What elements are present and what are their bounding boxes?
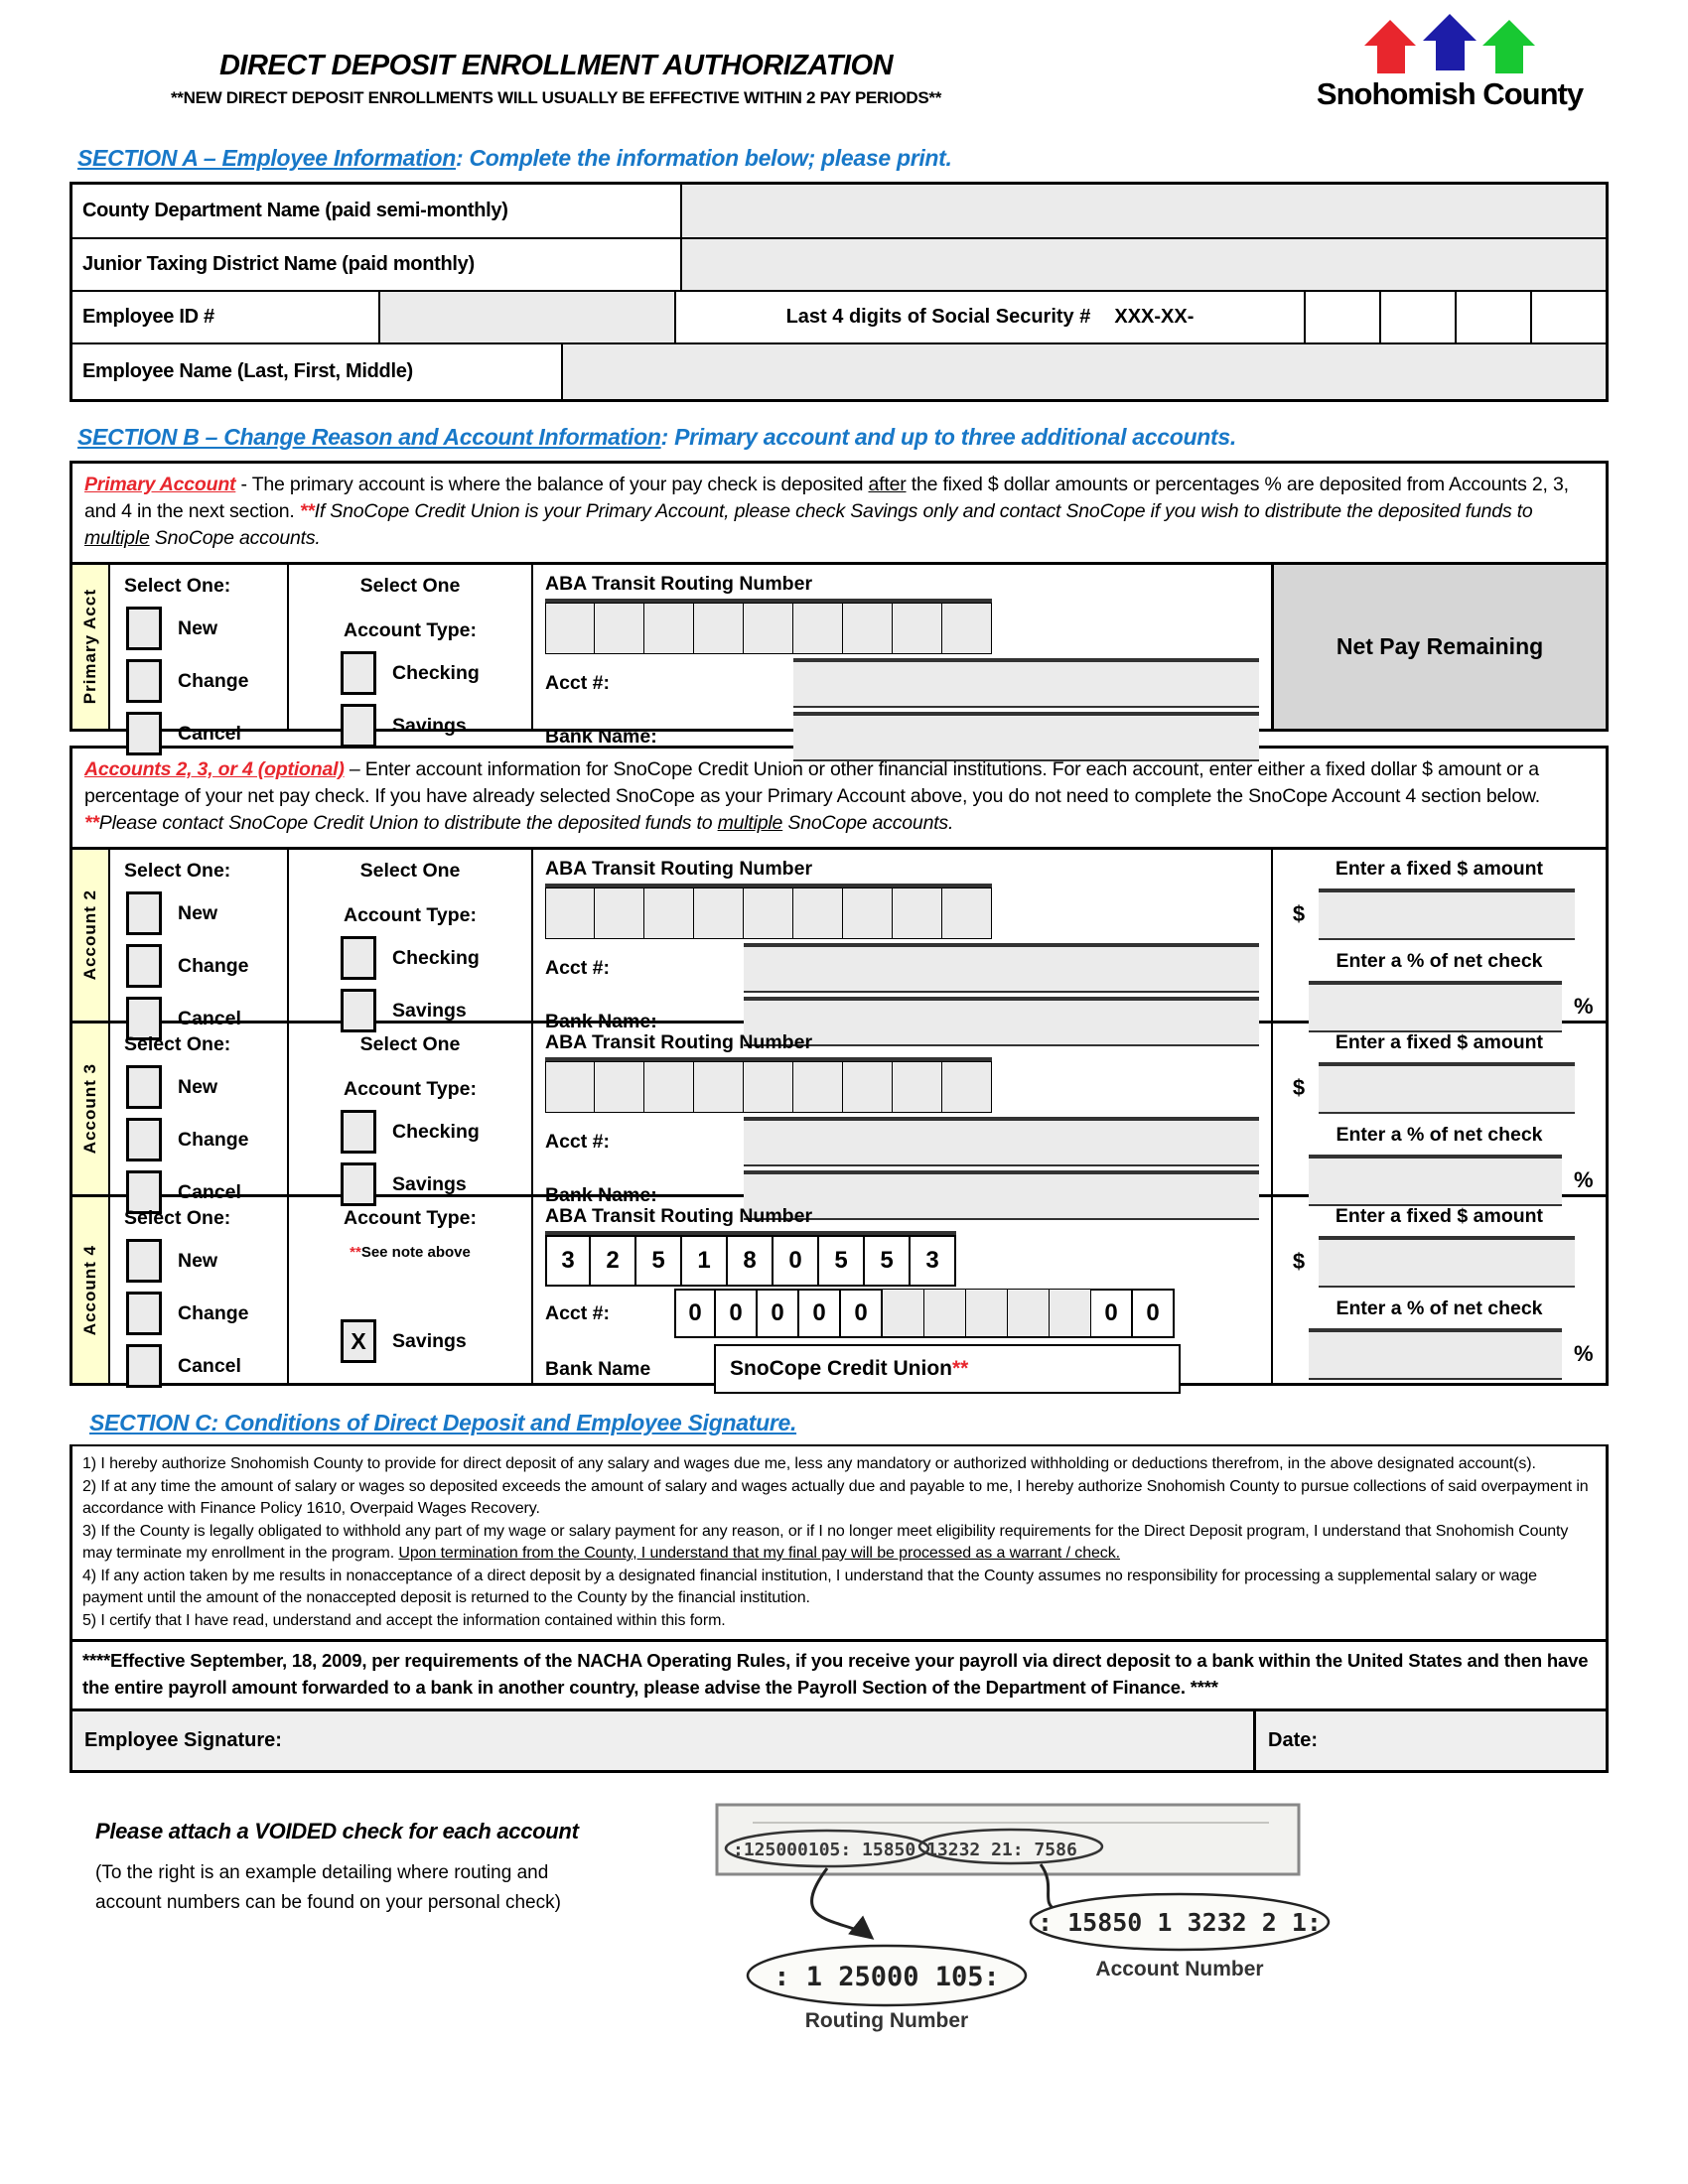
account-type-label: Account Type: [344, 1078, 477, 1100]
section-a-title: SECTION A – Employee Information [77, 145, 457, 171]
digit-box[interactable]: 3 [545, 1235, 591, 1287]
date-label: Date: [1268, 1729, 1319, 1751]
intro-text: the fixed $ dollar amounts or percentages % are deposited from Accounts 2, 3, and 4 in the next section. [84, 474, 1569, 522]
digit-box[interactable]: 8 [728, 1235, 774, 1287]
account-3-select-column [110, 1024, 289, 1203]
snocope-bank-name: SnoCope Credit Union [730, 1357, 952, 1380]
fixed-amount-label: Enter a fixed $ amount [1335, 1031, 1544, 1053]
routing-digit-box[interactable] [942, 603, 992, 654]
ssn-label: Last 4 digits of Social Security # [785, 306, 1091, 328]
account-2-routing-column [533, 850, 1273, 1032]
account-type-label: Account Type: [344, 1207, 477, 1229]
cancel-label: Cancel [178, 1180, 241, 1203]
county-dept-label: County Department Name (paid semi-monthly) [72, 185, 680, 237]
employee-id-input[interactable] [378, 292, 676, 342]
percent-sign: % [1574, 1167, 1594, 1192]
select-one-label: Select One: [124, 1207, 231, 1229]
primary-cancel-checkbox[interactable] [126, 712, 162, 755]
percent-label: Enter a % of net check [1336, 1124, 1543, 1146]
select-one-label: Select One [359, 860, 461, 882]
digit-box[interactable] [1008, 1289, 1050, 1338]
see-note-label: See note above [360, 1244, 471, 1261]
dollar-sign: $ [1292, 1075, 1306, 1100]
condition-2: 2) If at any time the amount of salary or wages so deposited exceeds the amount of salary and wages actually due and payable to me, I hereby authorize Snohomish County to pursue collections of said overpayment in accordance with Finance Policy 1610, Overpaid Wages Recovery. [82, 1478, 1589, 1517]
accounts-lead: Accounts 2, 3, or 4 (optional) [84, 758, 345, 780]
new-label: New [178, 616, 218, 639]
date-field[interactable] [1256, 1711, 1606, 1770]
routing-digit-box[interactable] [694, 1061, 744, 1113]
account-4-type-column [289, 1197, 533, 1383]
primary-routing-boxes [545, 599, 992, 654]
routing-digit-box[interactable] [694, 603, 744, 654]
digit-box[interactable]: 0 [1133, 1289, 1175, 1338]
intro-text: ** [299, 500, 315, 522]
signature-label: Employee Signature: [84, 1729, 282, 1751]
savings-label: Savings [392, 1172, 467, 1195]
digit-box[interactable] [924, 1289, 966, 1338]
account-4-row [72, 1194, 1606, 1383]
routing-digit-box[interactable] [893, 603, 942, 654]
routing-digit-box[interactable] [793, 1061, 843, 1113]
title-block [70, 14, 1043, 108]
checking-label: Checking [392, 946, 480, 969]
account-number-micr: : 15850 1 3232 2 1: [1038, 1908, 1322, 1937]
intro-text: SnoCope accounts. [149, 527, 321, 549]
digit-box[interactable]: 0 [758, 1289, 799, 1338]
employee-id-label: Employee ID # [72, 292, 378, 342]
bank-name-label: Bank Name [545, 1357, 651, 1380]
new-label: New [178, 1249, 218, 1272]
change-label: Change [178, 954, 249, 977]
digit-box[interactable]: 0 [1091, 1289, 1133, 1338]
digit-box[interactable]: 5 [636, 1235, 682, 1287]
account-2-change-checkbox[interactable] [126, 944, 162, 988]
digit-box[interactable] [883, 1289, 924, 1338]
primary-acct-strip [72, 565, 110, 729]
account-4-savings-checkbox[interactable]: X [341, 1319, 376, 1363]
savings-label: Savings [392, 1329, 467, 1352]
account-4-cancel-checkbox[interactable] [126, 1344, 162, 1388]
account-2-strip [72, 850, 110, 1021]
bank-name-stars: ** [952, 1357, 969, 1380]
attach-note-line1: (To the right is an example detailing where routing and [95, 1862, 549, 1883]
account-3-vertical-label: Account 3 [80, 1063, 99, 1155]
employee-name-label: Employee Name (Last, First, Middle) [72, 344, 561, 399]
bank-name-label: Bank Name: [545, 1010, 657, 1032]
routing-digit-box[interactable] [545, 887, 595, 939]
checking-label: Checking [392, 1120, 480, 1143]
account-4-change-checkbox[interactable] [126, 1292, 162, 1335]
account-3-row [72, 1021, 1606, 1206]
county-arrows-icon [1364, 14, 1535, 75]
intro-text: ** [84, 812, 99, 834]
net-pay-remaining-box [1273, 565, 1606, 729]
aba-label: ABA Transit Routing Number [545, 573, 813, 595]
page-subtitle: **NEW DIRECT DEPOSIT ENROLLMENTS WILL USUALLY BE EFFECTIVE WITHIN 2 PAY PERIODS** [170, 88, 942, 107]
account-2-amount-column [1273, 850, 1606, 1021]
county-logo [1281, 14, 1618, 112]
account-3-routing-column [533, 1024, 1273, 1206]
cancel-label: Cancel [178, 1354, 241, 1377]
digit-box[interactable]: 0 [774, 1235, 819, 1287]
condition-3-text: 3) If the County is legally obligated to withhold any part of my wage or salary payment for any reason, or if I no longer meet eligibility requirements for the Direct Deposit program, I understand that Snohomish County may terminate my enrollment in the program. [82, 1523, 1569, 1562]
routing-digit-box[interactable] [595, 1061, 644, 1113]
account-4-vertical-label: Account 4 [80, 1244, 99, 1336]
primary-account-box [70, 461, 1609, 748]
aba-label: ABA Transit Routing Number [545, 858, 813, 880]
routing-digit-box[interactable] [893, 1061, 942, 1113]
aba-label: ABA Transit Routing Number [545, 1031, 813, 1053]
savings-label: Savings [392, 999, 467, 1022]
routing-digit-box[interactable] [942, 1061, 992, 1113]
conditions-text [72, 1446, 1606, 1639]
primary-select-one-column [110, 565, 289, 745]
primary-account-lead: Primary Account [84, 474, 236, 495]
routing-digit-box[interactable] [744, 603, 793, 654]
routing-digit-box[interactable] [644, 887, 694, 939]
primary-acct-vertical-label: Primary Acct [80, 589, 99, 705]
employee-info-table [70, 182, 1609, 402]
acct-number-label: Acct #: [545, 1301, 611, 1324]
county-dept-input[interactable] [680, 185, 1606, 237]
table-row [72, 290, 1606, 342]
acct-number-label: Acct #: [545, 1130, 611, 1153]
conditions-box [70, 1444, 1609, 1773]
junior-district-input[interactable] [680, 239, 1606, 290]
routing-number-micr: : 1 25000 105: [774, 1962, 1000, 1992]
routing-digit-box[interactable] [744, 1061, 793, 1113]
routing-digit-box[interactable] [942, 887, 992, 939]
routing-digit-box[interactable] [644, 1061, 694, 1113]
primary-checking-checkbox[interactable] [341, 651, 376, 695]
intro-text: after [868, 474, 907, 495]
digit-box[interactable]: 0 [841, 1289, 883, 1338]
condition-3-underlined: Upon termination from the County, I understand that my final pay will be processed as a warrant / check. [398, 1545, 1120, 1562]
select-one-label: Select One: [124, 1033, 231, 1055]
account-2-fixed-amount-input[interactable] [1319, 888, 1575, 940]
select-one-label: Select One [359, 575, 461, 597]
voided-check-note [95, 1797, 651, 2038]
routing-digit-box[interactable] [843, 603, 893, 654]
footer [70, 1797, 1609, 2038]
digit-box[interactable]: 3 [911, 1235, 956, 1287]
additional-accounts-box [70, 746, 1609, 1386]
change-label: Change [178, 669, 249, 692]
account-2-new-checkbox[interactable] [126, 891, 162, 935]
account-3-new-checkbox[interactable] [126, 1065, 162, 1109]
primary-bank-name-input[interactable] [793, 712, 1259, 761]
percent-sign: % [1574, 994, 1594, 1019]
nacha-notice: ****Effective September, 18, 2009, per requirements of the NACHA Operating Rules, if you receive your payroll via direct deposit to a bank within the United States and then have the entire payroll amount forwarded to a bank in another country, please advise the Payroll Section of the Department of Finance. **** [72, 1639, 1606, 1708]
signature-row [72, 1708, 1606, 1770]
account-2-number-input[interactable] [744, 943, 1259, 993]
cancel-label: Cancel [178, 1007, 241, 1029]
ssn-digit-box[interactable] [1304, 292, 1379, 342]
intro-text: multiple [717, 812, 783, 834]
fixed-amount-label: Enter a fixed $ amount [1335, 1205, 1544, 1227]
dollar-sign: $ [1292, 901, 1306, 926]
account-3-routing-boxes [545, 1057, 992, 1113]
digit-box[interactable] [1050, 1289, 1091, 1338]
intro-text: - The primary account is where the balance of your pay check is deposited [235, 474, 869, 495]
account-4-bank-name-box [714, 1344, 1181, 1394]
account-2-select-column [110, 850, 289, 1029]
account-2-vertical-label: Account 2 [80, 889, 99, 981]
account-4-fixed-amount-input[interactable] [1319, 1236, 1575, 1288]
employee-name-input[interactable] [561, 344, 1606, 399]
digit-box[interactable]: 0 [799, 1289, 841, 1338]
account-type-label: Account Type: [344, 619, 477, 641]
account-3-amount-column [1273, 1024, 1606, 1194]
digit-box[interactable] [966, 1289, 1008, 1338]
digit-box[interactable]: 1 [682, 1235, 728, 1287]
intro-text: – Enter account information for SnoCope Credit Union or other financial institutions. For each account, enter either a fixed dollar $ amount or a percentage of your net pay check. If you have already selected SnoCope as your Primary Account above, you do not need to complete the SnoCope Account 4 section below. [84, 758, 1540, 807]
ssn-digit-box[interactable] [1379, 292, 1455, 342]
account-3-change-checkbox[interactable] [126, 1118, 162, 1161]
primary-routing-column [533, 565, 1273, 748]
routing-digit-box[interactable] [545, 1061, 595, 1113]
account-type-label: Account Type: [344, 904, 477, 926]
change-label: Change [178, 1128, 249, 1151]
table-row [72, 185, 1606, 237]
digit-box[interactable]: 0 [716, 1289, 758, 1338]
junior-district-label: Junior Taxing District Name (paid monthly) [72, 239, 680, 290]
routing-digit-box[interactable] [893, 887, 942, 939]
dollar-sign: $ [1292, 1249, 1306, 1274]
primary-acct-number-input[interactable] [793, 658, 1259, 708]
bank-name-label: Bank Name: [545, 1183, 657, 1206]
account-3-fixed-amount-input[interactable] [1319, 1062, 1575, 1114]
condition-1: 1) I hereby authorize Snohomish County to provide for direct deposit of any salary and wages due me, less any mandatory or authorized withholding or deductions therefrom, in the above designated account(s). [82, 1455, 1536, 1472]
account-4-routing-column [533, 1197, 1273, 1383]
routing-digit-box[interactable] [793, 603, 843, 654]
routing-digit-box[interactable] [694, 887, 744, 939]
county-logo-text: Snohomish County [1316, 76, 1584, 111]
account-4-select-column [110, 1197, 289, 1383]
intro-text: SnoCope accounts. [782, 812, 954, 834]
section-b-heading [77, 424, 1609, 451]
percent-label: Enter a % of net check [1336, 1297, 1543, 1319]
intro-text: multiple [84, 527, 150, 549]
change-label: Change [178, 1301, 249, 1324]
section-b-title: SECTION B – Change Reason and Account Information [77, 424, 661, 450]
account-4-percent-input[interactable] [1309, 1328, 1562, 1380]
account-2-row [72, 847, 1606, 1032]
routing-number-label: Routing Number [804, 2009, 969, 2032]
routing-digit-box[interactable] [595, 603, 644, 654]
account-2-routing-boxes [545, 884, 992, 939]
attach-note-line2: account numbers can be found on your personal check) [95, 1892, 561, 1913]
routing-digit-box[interactable] [793, 887, 843, 939]
table-row [72, 237, 1606, 290]
intro-text: If SnoCope Credit Union is your Primary Account, please check Savings only and contact SnoCope if you wish to distribute the deposited funds to [314, 500, 1533, 522]
account-3-strip [72, 1024, 110, 1194]
account-4-strip [72, 1197, 110, 1383]
account-4-amount-column [1273, 1197, 1606, 1383]
ssn-prefix: XXX-XX- [1114, 306, 1195, 328]
section-c-title: SECTION C: Conditions of Direct Deposit and Employee Signature. [89, 1410, 797, 1435]
new-label: New [178, 1075, 218, 1098]
section-a-heading [77, 145, 1609, 172]
routing-digit-box[interactable] [843, 1061, 893, 1113]
check-micr-line: :125000105: 15850 13232 21: 7586 [733, 1840, 1077, 1860]
ssn-label-cell [676, 292, 1304, 342]
select-one-label: Select One: [124, 575, 231, 597]
primary-savings-checkbox[interactable] [341, 704, 376, 748]
routing-digit-box[interactable] [595, 887, 644, 939]
account-2-checking-checkbox[interactable] [341, 936, 376, 980]
routing-digit-box[interactable] [545, 603, 595, 654]
page-title: DIRECT DEPOSIT ENROLLMENT AUTHORIZATION [218, 50, 894, 81]
primary-change-checkbox[interactable] [126, 659, 162, 703]
account-3-checking-checkbox[interactable] [341, 1110, 376, 1154]
section-a-subtitle: : Complete the information below; please print. [456, 145, 952, 171]
savings-label: Savings [392, 714, 467, 737]
attach-voided-check-label: Please attach a VOIDED check for each account [95, 1819, 579, 1843]
new-label: New [178, 901, 218, 924]
see-note-stars: ** [350, 1244, 361, 1261]
select-one-label: Select One: [124, 860, 231, 882]
intro-text: Please contact SnoCope Credit Union to distribute the deposited funds to [98, 812, 718, 834]
aba-label: ABA Transit Routing Number [545, 1205, 813, 1227]
account-4-new-checkbox[interactable] [126, 1239, 162, 1283]
account-number-label: Account Number [1095, 1958, 1264, 1980]
routing-digit-box[interactable] [843, 887, 893, 939]
attach-note-text [95, 1858, 651, 1918]
accounts-intro [72, 749, 1606, 847]
fixed-amount-label: Enter a fixed $ amount [1335, 858, 1544, 880]
acct-number-label: Acct #: [545, 956, 611, 979]
ssn-digit-box[interactable] [1530, 292, 1606, 342]
primary-account-row [72, 562, 1606, 748]
net-pay-label: Net Pay Remaining [1336, 633, 1544, 659]
cancel-label: Cancel [178, 722, 241, 745]
condition-4: 4) If any action taken by me results in nonacceptance of a direct deposit by a designated financial institution, I understand that the County assumes no responsibility for processing a supplemental salary or wage payment until the amount of the nonaccepted deposit is returned to the County by the financial institution. [82, 1568, 1537, 1606]
account-2-type-column [289, 850, 533, 1021]
routing-digit-box[interactable] [644, 603, 694, 654]
account-4-acct-number-boxes [674, 1289, 1175, 1338]
ssn-digit-box[interactable] [1455, 292, 1530, 342]
condition-5: 5) I certify that I have read, understand and accept the information contained within this form. [82, 1612, 726, 1629]
employee-signature-field[interactable] [72, 1711, 1256, 1770]
bank-name-label: Bank Name: [545, 725, 657, 748]
section-c-heading [89, 1410, 1609, 1436]
check-example [713, 1799, 1348, 2038]
digit-box[interactable]: 5 [865, 1235, 911, 1287]
digit-box[interactable]: 2 [591, 1235, 636, 1287]
checking-label: Checking [392, 661, 480, 684]
form-header [70, 14, 1609, 129]
percent-sign: % [1574, 1341, 1594, 1366]
digit-box[interactable]: 5 [819, 1235, 865, 1287]
primary-new-checkbox[interactable] [126, 607, 162, 650]
routing-digit-box[interactable] [744, 887, 793, 939]
primary-account-intro [72, 464, 1606, 562]
account-4-routing-boxes [545, 1231, 956, 1287]
section-b-subtitle: : Primary account and up to three additional accounts. [660, 424, 1236, 450]
voided-check-illustration [713, 1799, 1348, 2033]
primary-account-type-column [289, 565, 533, 737]
table-row [72, 342, 1606, 399]
account-3-type-column [289, 1024, 533, 1194]
percent-label: Enter a % of net check [1336, 950, 1543, 972]
acct-number-label: Acct #: [545, 671, 611, 694]
condition-3 [82, 1521, 1594, 1565]
select-one-label: Select One [359, 1033, 461, 1055]
digit-box[interactable]: 0 [674, 1289, 716, 1338]
account-3-number-input[interactable] [744, 1117, 1259, 1166]
